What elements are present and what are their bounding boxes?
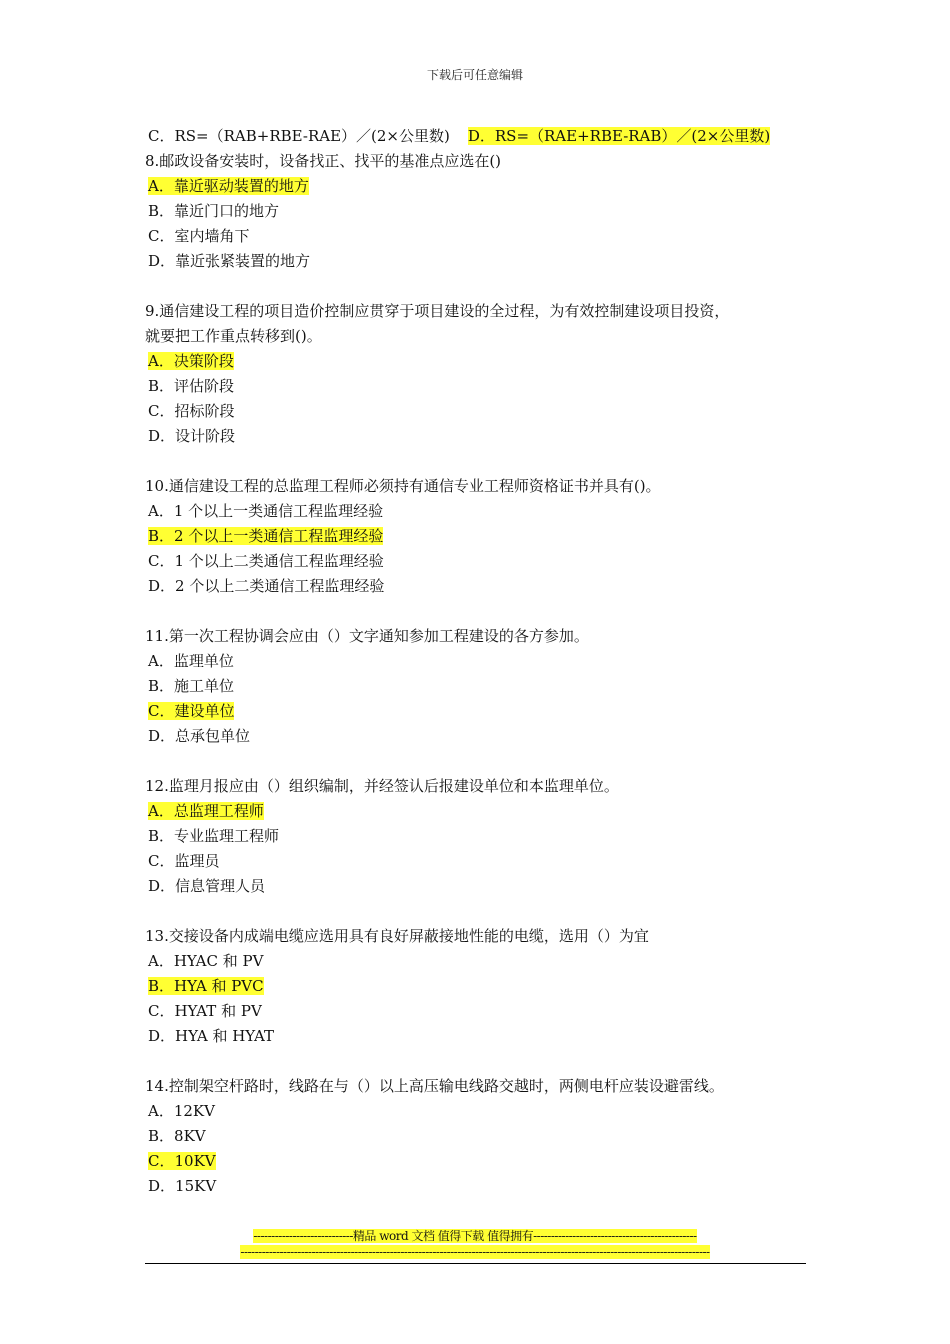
q8-text: 8.邮政设备安装时，设备找正、找平的基准点应选在() xyxy=(145,152,502,170)
q12-option-d: D．信息管理人员 xyxy=(148,877,266,895)
q14-text: 14.控制架空杆路时，线路在与（）以上高压输电线路交越时，两侧电杆应装设避雷线。 xyxy=(145,1077,724,1095)
q10-option-c: C．1 个以上二类通信工程监理经验 xyxy=(148,552,384,570)
q9-option-d: D．设计阶段 xyxy=(148,427,236,445)
q11-option-d: D．总承包单位 xyxy=(148,727,251,745)
q13-text: 13.交接设备内成端电缆应选用具有良好屏蔽接地性能的电缆，选用（）为宜 xyxy=(145,927,649,945)
option-c: C．RS=（RAB+RBE-RAE）／(2×公里数) xyxy=(148,127,450,145)
q9-text-line1: 9.通信建设工程的项目造价控制应贯穿于项目建设的全过程，为有效控制建设项目投资， xyxy=(145,302,730,320)
q13-option-d: D．HYA 和 HYAT xyxy=(148,1027,275,1045)
q12-option-a: A．总监理工程师 xyxy=(148,802,264,820)
q8-option-b: B．靠近门口的地方 xyxy=(148,202,280,220)
q11-option-a: A．监理单位 xyxy=(148,652,234,670)
q14-option-b: B．8KV xyxy=(148,1127,206,1145)
footer-dash-line: ------------------------------------------------------------------------------------------------------------------------------------ xyxy=(240,1245,710,1259)
q10-text: 10.通信建设工程的总监理工程师必须持有通信专业工程师资格证书并具有()。 xyxy=(145,477,661,495)
q9-option-c: C．招标阶段 xyxy=(148,402,235,420)
q11-option-c: C．建设单位 xyxy=(148,702,235,720)
q8-option-d: D．靠近张紧装置的地方 xyxy=(148,252,311,270)
q8-option-c: C．室内墙角下 xyxy=(148,227,250,245)
page-header: 下载后可任意编辑 xyxy=(426,68,523,82)
footer-banner: ----------------------------精品 word 文档 值得下载 值得拥有---------------------------------------------- xyxy=(253,1229,697,1243)
q13-option-b: B．HYA 和 PVC xyxy=(148,977,264,995)
q9-text-line2: 就要把工作重点转移到()。 xyxy=(145,327,322,345)
q11-text: 11.第一次工程协调会应由（）文字通知参加工程建设的各方参加。 xyxy=(145,627,589,645)
q14-option-d: D．15KV xyxy=(148,1177,217,1195)
footer-rule xyxy=(145,1263,806,1264)
q12-option-b: B．专业监理工程师 xyxy=(148,827,280,845)
q14-option-a: A．12KV xyxy=(148,1102,215,1120)
document-body xyxy=(145,124,810,1199)
q10-option-b: B．2 个以上一类通信工程监理经验 xyxy=(148,527,384,545)
q11-option-b: B．施工单位 xyxy=(148,677,235,695)
q8-option-a: A．靠近驱动装置的地方 xyxy=(148,177,309,195)
q12-text: 12.监理月报应由（）组织编制，并经签认后报建设单位和本监理单位。 xyxy=(145,777,619,795)
q10-option-a: A．1 个以上一类通信工程监理经验 xyxy=(148,502,384,520)
q9-option-b: B．评估阶段 xyxy=(148,377,235,395)
q7-options-cd xyxy=(145,124,810,149)
q13-option-a: A．HYAC 和 PV xyxy=(148,952,264,970)
q9-option-a: A．决策阶段 xyxy=(148,352,234,370)
q13-option-c: C．HYAT 和 PV xyxy=(148,1002,262,1020)
q14-option-c: C．10KV xyxy=(148,1152,216,1170)
q12-option-c: C．监理员 xyxy=(148,852,220,870)
q10-option-d: D．2 个以上二类通信工程监理经验 xyxy=(148,577,385,595)
option-d-highlighted: D．RS=（RAE+RBE-RAB）／(2×公里数) xyxy=(467,127,771,145)
